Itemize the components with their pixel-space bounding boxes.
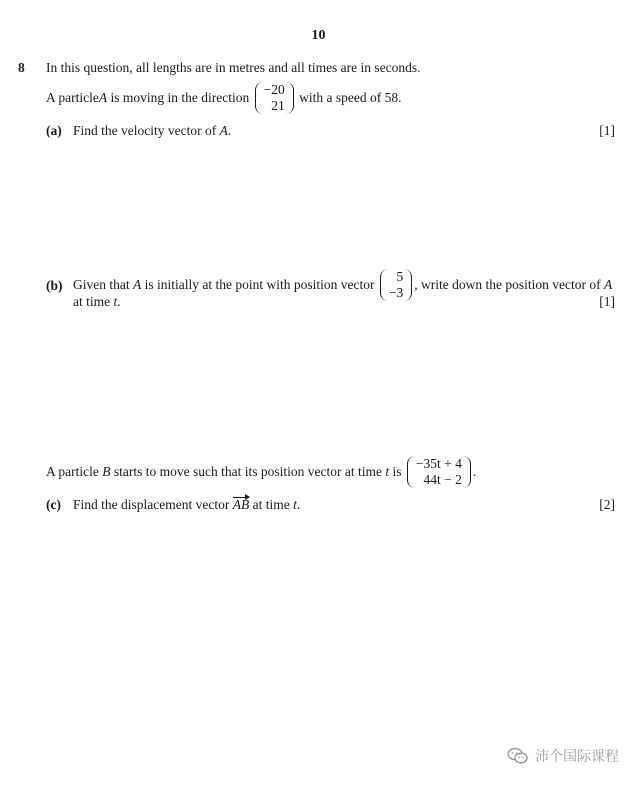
particle-b-mid: starts to move such that its position vector at time: [110, 464, 386, 479]
particle-b-pre: A particle: [46, 464, 103, 479]
part-a-text-pre: Find the velocity vector of: [73, 123, 220, 138]
initial-position-vector: [380, 269, 412, 301]
watermark-text: 沛个国际课程: [535, 749, 619, 765]
left-paren: [255, 82, 263, 114]
particle-b-line: [46, 456, 476, 488]
question-number: 8: [18, 60, 25, 75]
direction-text-mid: is moving in the direction: [107, 90, 253, 105]
direction-line: [46, 82, 401, 114]
particle-b-position-x: −35t + 4: [415, 456, 462, 471]
vector-ab: AB: [232, 497, 250, 512]
part-c-text-mid: at time: [249, 497, 294, 512]
part-a-text: [73, 123, 231, 139]
question-intro: In this question, all lengths are in metres and all times are in seconds.: [46, 60, 421, 75]
right-paren: [286, 82, 294, 114]
part-b-text-pre: Given that: [73, 277, 133, 292]
particle-b-post: .: [472, 464, 477, 479]
part-c-text-pre: Find the displacement vector: [73, 497, 233, 512]
part-b-text-mid: is initially at the point with position vector: [141, 277, 378, 292]
particle-b-position-vector: [407, 456, 471, 488]
part-c-t: t: [293, 497, 297, 512]
part-b-line2: [73, 294, 121, 310]
part-c-label: (c): [46, 497, 61, 512]
direction-vector-x: −20: [263, 82, 285, 97]
part-a-var: A: [219, 123, 228, 138]
particle-b-position-y: 44t − 2: [423, 472, 462, 487]
part-b-var2: A: [603, 277, 613, 292]
part-a-text-post: .: [227, 123, 232, 138]
particle-b-is: is: [389, 464, 405, 479]
direction-text-pre: A particle: [46, 90, 99, 105]
right-paren: [463, 456, 471, 488]
wechat-icon: [507, 747, 529, 765]
part-c-marks: [2]: [599, 497, 615, 512]
part-c-text-post: .: [296, 497, 301, 512]
part-b-label: (b): [46, 278, 63, 293]
part-b-text2-pre: at time: [73, 294, 114, 309]
part-b-var: A: [133, 277, 142, 292]
particle-b-var: B: [102, 464, 111, 479]
initial-position-y: −3: [388, 285, 404, 300]
left-paren: [407, 456, 415, 488]
part-b-marks: [1]: [599, 294, 615, 309]
direction-vector: [255, 82, 294, 114]
right-paren: [404, 269, 412, 301]
part-c-text: [73, 497, 300, 513]
particle-a-var: A: [98, 90, 108, 105]
particle-b-t: t: [385, 464, 390, 479]
direction-vector-y: 21: [271, 98, 285, 113]
part-b-t: t: [113, 294, 118, 309]
part-b-text-post: , write down the position vector of: [414, 277, 604, 292]
initial-position-x: 5: [396, 269, 404, 284]
watermark: [507, 746, 619, 766]
part-b-line1: [73, 269, 612, 301]
part-a-label: (a): [46, 123, 62, 138]
direction-text-post: with a speed of 58.: [295, 90, 402, 105]
part-a-marks: [1]: [599, 123, 615, 138]
page-number: 10: [311, 28, 326, 43]
left-paren: [380, 269, 388, 301]
part-b-text2-post: .: [117, 294, 121, 309]
